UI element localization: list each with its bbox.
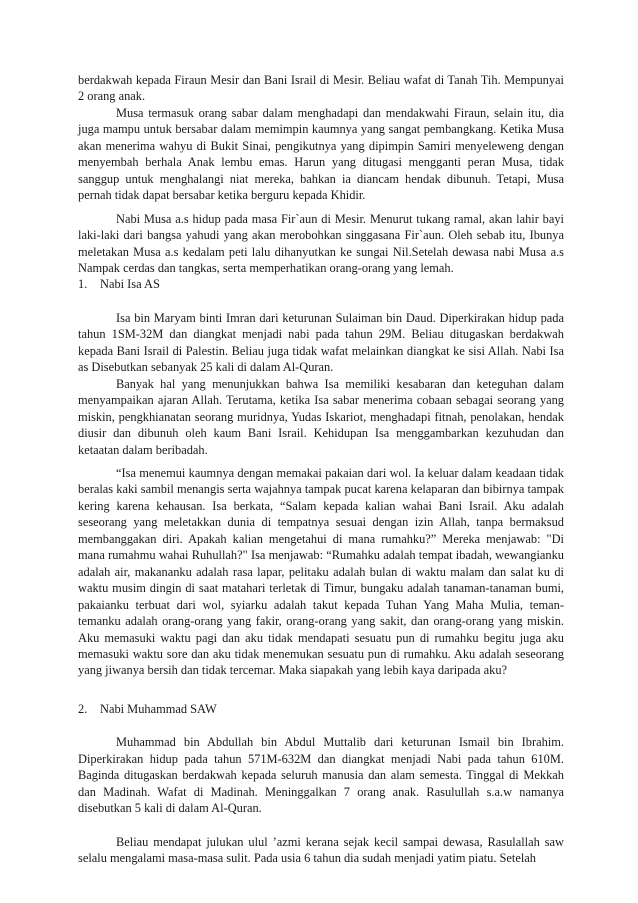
paragraph-isa-sabar: Banyak hal yang menunjukkan bahwa Isa memiliki kesabaran dan keteguhan dalam menyampaikan ajaran Allah. Terutama, ketika Isa sabar menerima cobaan sebagai seorang yang miskin, pengkhianatan seorang muridnya, Yudas Iskariot, menghadapi fitnah, penolakan, hendak diusir dan dibunuh oleh kaum Bani Israil. Kehidupan Isa menggambarkan kezuhudan dan ketaatan dalam beribadah. xyxy=(78,376,564,457)
paragraph-isa-quote: “Isa menemui kaumnya dengan memakai pakaian dari wol. Ia keluar dalam keadaan tidak beralas kaki sambil menangis serta wajahnya tampak pucat karena kelaparan dan bibirnya tampak kering karena kehausan. Isa berkata, “Salam kepada kalian wahai Bani Israil. Aku adalah seseorang yang meletakkan dunia di tempatnya sesuai dengan izin Allah, tanpa bermaksud membanggakan diri. Apakah kalian mengetahui di mana rumahku?” Mereka menjawab: "Di mana rumahmu wahai Ruhullah?" Isa menjawab: “Rumahku adalah tempat ibadah, wewangianku adalah air, makananku adalah rasa lapar, pelitaku adalah bulan di waktu malam dan salat ku di waktu musim dingin di saat matahari terletak di Timur, bungaku adalah tanaman-tanaman bumi, pakaianku terbuat dari wol, syiarku adalah takut kepada Tuhan Yang Maha Mulia, teman-temanku adalah orang-orang yang fakir, orang-orang yang sakit, dan orang-orang yang miskin. Aku memasuki waktu pagi dan aku tidak mendapati sesuatu pun di rumahku begitu juga aku memasuki waktu sore dan aku tidak menemukan sesuatu pun di rumahku. Aku adalah seseorang yang jiwanya bersih dan tidak tercemar. Maka siapakah yang lebih kaya daripada aku? xyxy=(78,465,564,678)
heading-number: 2. xyxy=(78,701,88,716)
paragraph-isa-intro: Isa bin Maryam binti Imran dari keturunan Sulaiman bin Daud. Diperkirakan hidup pada tahun 1SM-32M dan diangkat menjadi nabi pada tahun 29M. Beliau ditugaskan berdakwah kepada Bani Israil di Palestin. Beliau juga tidak wafat melainkan diangkat ke sisi Allah. Nabi Isa as Disebutkan sebanyak 25 kali di dalam Al-Quran. xyxy=(78,310,564,375)
heading-nabi-muhammad xyxy=(78,701,564,717)
heading-nabi-isa xyxy=(78,276,564,292)
paragraph-musa-firaun: Nabi Musa a.s hidup pada masa Fir`aun di Mesir. Menurut tukang ramal, akan lahir bayi laki-laki dari bangsa yahudi yang akan merobohkan singgasana Fir`aun. Oleh sebab itu, Ibunya meletakan Musa a.s kedalam peti lalu dihanyutkan ke sungai Nil.Setelah dewasa nabi Musa a.s Nampak cerdas dan tangkas, serta memperhatikan orang-orang yang lemah. xyxy=(78,211,564,275)
document-page xyxy=(78,72,564,866)
paragraph-muhammad-intro: Muhammad bin Abdullah bin Abdul Muttalib dari keturunan Ismail bin Ibrahim. Diperkirakan hidup pada tahun 571M-632M dan diangkat menjadi Nabi pada tahun 610M. Baginda ditugaskan berdakwah kepada seluruh manusia dan alam semesta. Tinggal di Mekkah dan Madinah. Wafat di Madinah. Meninggalkan 7 orang anak. Rasulullah s.a.w namanya disebutkan 5 kali di dalam Al-Quran. xyxy=(78,735,564,816)
heading-number: 1. xyxy=(78,277,88,292)
paragraph-muhammad-ulul-azmi: Beliau mendapat julukan ulul ’azmi kerana sejak kecil sampai dewasa, Rasulallah saw selalu mengalami masa-masa sulit. Pada usia 6 tahun dia sudah menjadi yatim piatu. Setelah xyxy=(78,834,564,866)
heading-text: Nabi Muhammad SAW xyxy=(100,701,217,716)
heading-text: Nabi Isa AS xyxy=(100,277,160,292)
paragraph-musa-sabar: Musa termasuk orang sabar dalam menghadapi dan mendakwahi Firaun, selain itu, dia juga mampu untuk bersabar dalam memimpin kaumnya yang sangat pembangkang. Ketika Musa akan menerima wahyu di Bukit Sinai, pengikutnya yang dipimpin Samiri menyeleweng dengan menyembah berhala Anak lembu emas. Harun yang ditugasi mengganti peran Musa, tidak sanggup untuk menghalangi niat mereka, bahkan ia diancam hendak dibunuh. Tetapi, Musa pernah tidak dapat bersabar ketika berguru kepada Khidir. xyxy=(78,105,564,203)
paragraph-musa-dakwah: berdakwah kepada Firaun Mesir dan Bani Israil di Mesir. Beliau wafat di Tanah Tih. Mempunyai 2 orang anak. xyxy=(78,73,564,104)
